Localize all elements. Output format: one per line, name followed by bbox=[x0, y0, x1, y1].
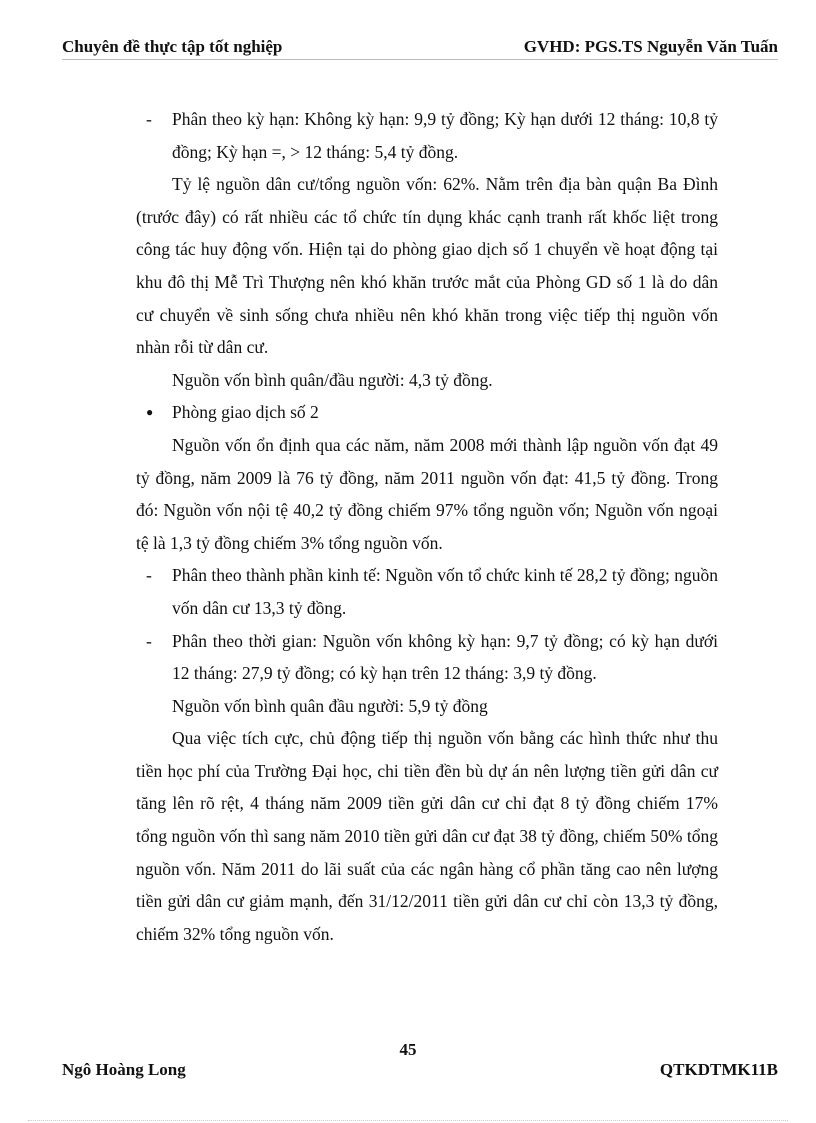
list-item-term bbox=[136, 103, 718, 168]
list-item-text: Phân theo thời gian: Nguồn vốn không kỳ hạn: 9,7 tỷ đồng; có kỳ hạn dưới 12 tháng: 27,9 tỷ đồng; có kỳ hạn trên 12 tháng: 3,9 tỷ đồng. bbox=[172, 630, 718, 684]
footer-class-code: QTKDTMK11B bbox=[659, 1060, 778, 1079]
list-item-time bbox=[136, 625, 718, 690]
header-title: Chuyên đề thực tập tốt nghiệp bbox=[62, 37, 283, 56]
bullet-item-branch-2 bbox=[136, 396, 718, 429]
header-advisor: GVHD: PGS.TS Nguyễn Văn Tuấn bbox=[523, 37, 778, 56]
page-number: 45 bbox=[399, 1040, 417, 1059]
paragraph-average-capital: Nguồn vốn bình quân/đầu người: 4,3 tỷ đồng. bbox=[172, 369, 493, 390]
bottom-divider bbox=[28, 1120, 788, 1121]
list-item-economic-sector bbox=[136, 559, 718, 624]
page-footer bbox=[62, 1060, 778, 1084]
bullet-text: Phòng giao dịch số 2 bbox=[172, 402, 319, 423]
dash-marker: - bbox=[146, 565, 152, 586]
paragraph-branch-2-capital: Nguồn vốn ổn định qua các năm, năm 2008 mới thành lập nguồn vốn đạt 49 tỷ đồng, năm 2009 là 76 tỷ đồng, năm 2011 nguồn vốn đạt: 41,5 tỷ đồng. Trong đó: Nguồn vốn nội tệ 40,2 tỷ đồng chiếm 97% tổng nguồn vốn; Nguồn vốn ngoại tệ là 1,3 tỷ đồng chiếm 3% tổng nguồn vốn. bbox=[136, 434, 718, 553]
paragraph-residential-ratio: Tỷ lệ nguồn dân cư/tổng nguồn vốn: 62%. Nằm trên địa bàn quận Ba Đình (trước đây) có rất nhiều các tổ chức tín dụng khác cạnh tranh rất khốc liệt trong công tác huy động vốn. Hiện tại do phòng giao dịch số 1 chuyển về hoạt động tại khu đô thị Mễ Trì Thượng nên khó khăn trước mắt của Phòng GD số 1 là do dân cư chuyển về sinh sống chưa nhiều nên khó khăn trong việc tiếp thị nguồn vốn nhàn rỗi từ dân cư. bbox=[136, 174, 718, 358]
list-item-text: Phân theo thành phần kinh tế: Nguồn vốn tổ chức kinh tế 28,2 tỷ đồng; nguồn vốn dân cư 13,3 tỷ đồng. bbox=[172, 565, 718, 618]
dash-marker: - bbox=[146, 109, 152, 129]
bullet-dot-icon: ● bbox=[146, 405, 154, 420]
list-item-text: Phân theo kỳ hạn: Không kỳ hạn: 9,9 tỷ đồng; Kỳ hạn dưới 12 tháng: 10,8 tỷ đồng; Kỳ hạn =, > 12 tháng: 5,4 tỷ đồng. bbox=[172, 109, 718, 162]
footer-author: Ngô Hoàng Long bbox=[62, 1060, 186, 1079]
paragraph-deposit-trend: Qua việc tích cực, chủ động tiếp thị nguồn vốn bằng các hình thức như thu tiền học phí của Trường Đại học, chi tiền đền bù dự án nên lượng tiền gửi dân cư tăng lên rõ rệt, 4 tháng năm 2009 tiền gửi dân cư chỉ đạt 8 tỷ đồng chiếm 17% tổng nguồn vốn thì sang năm 2010 tiền gửi dân cư đạt 38 tỷ đồng, chiếm 50% tổng nguồn vốn. Năm 2011 do lãi suất của các ngân hàng cổ phần tăng cao nên lượng tiền gửi dân cư giảm mạnh, đến 31/12/2011 tiền gửi dân cư chỉ còn 13,3 tỷ đồng, chiếm 32% tổng nguồn vốn. bbox=[136, 728, 718, 944]
page-header bbox=[62, 37, 778, 60]
document-body bbox=[136, 103, 718, 950]
dash-marker: - bbox=[146, 630, 152, 651]
paragraph-average-capital-2: Nguồn vốn bình quân đầu người: 5,9 tỷ đồng bbox=[172, 695, 488, 716]
